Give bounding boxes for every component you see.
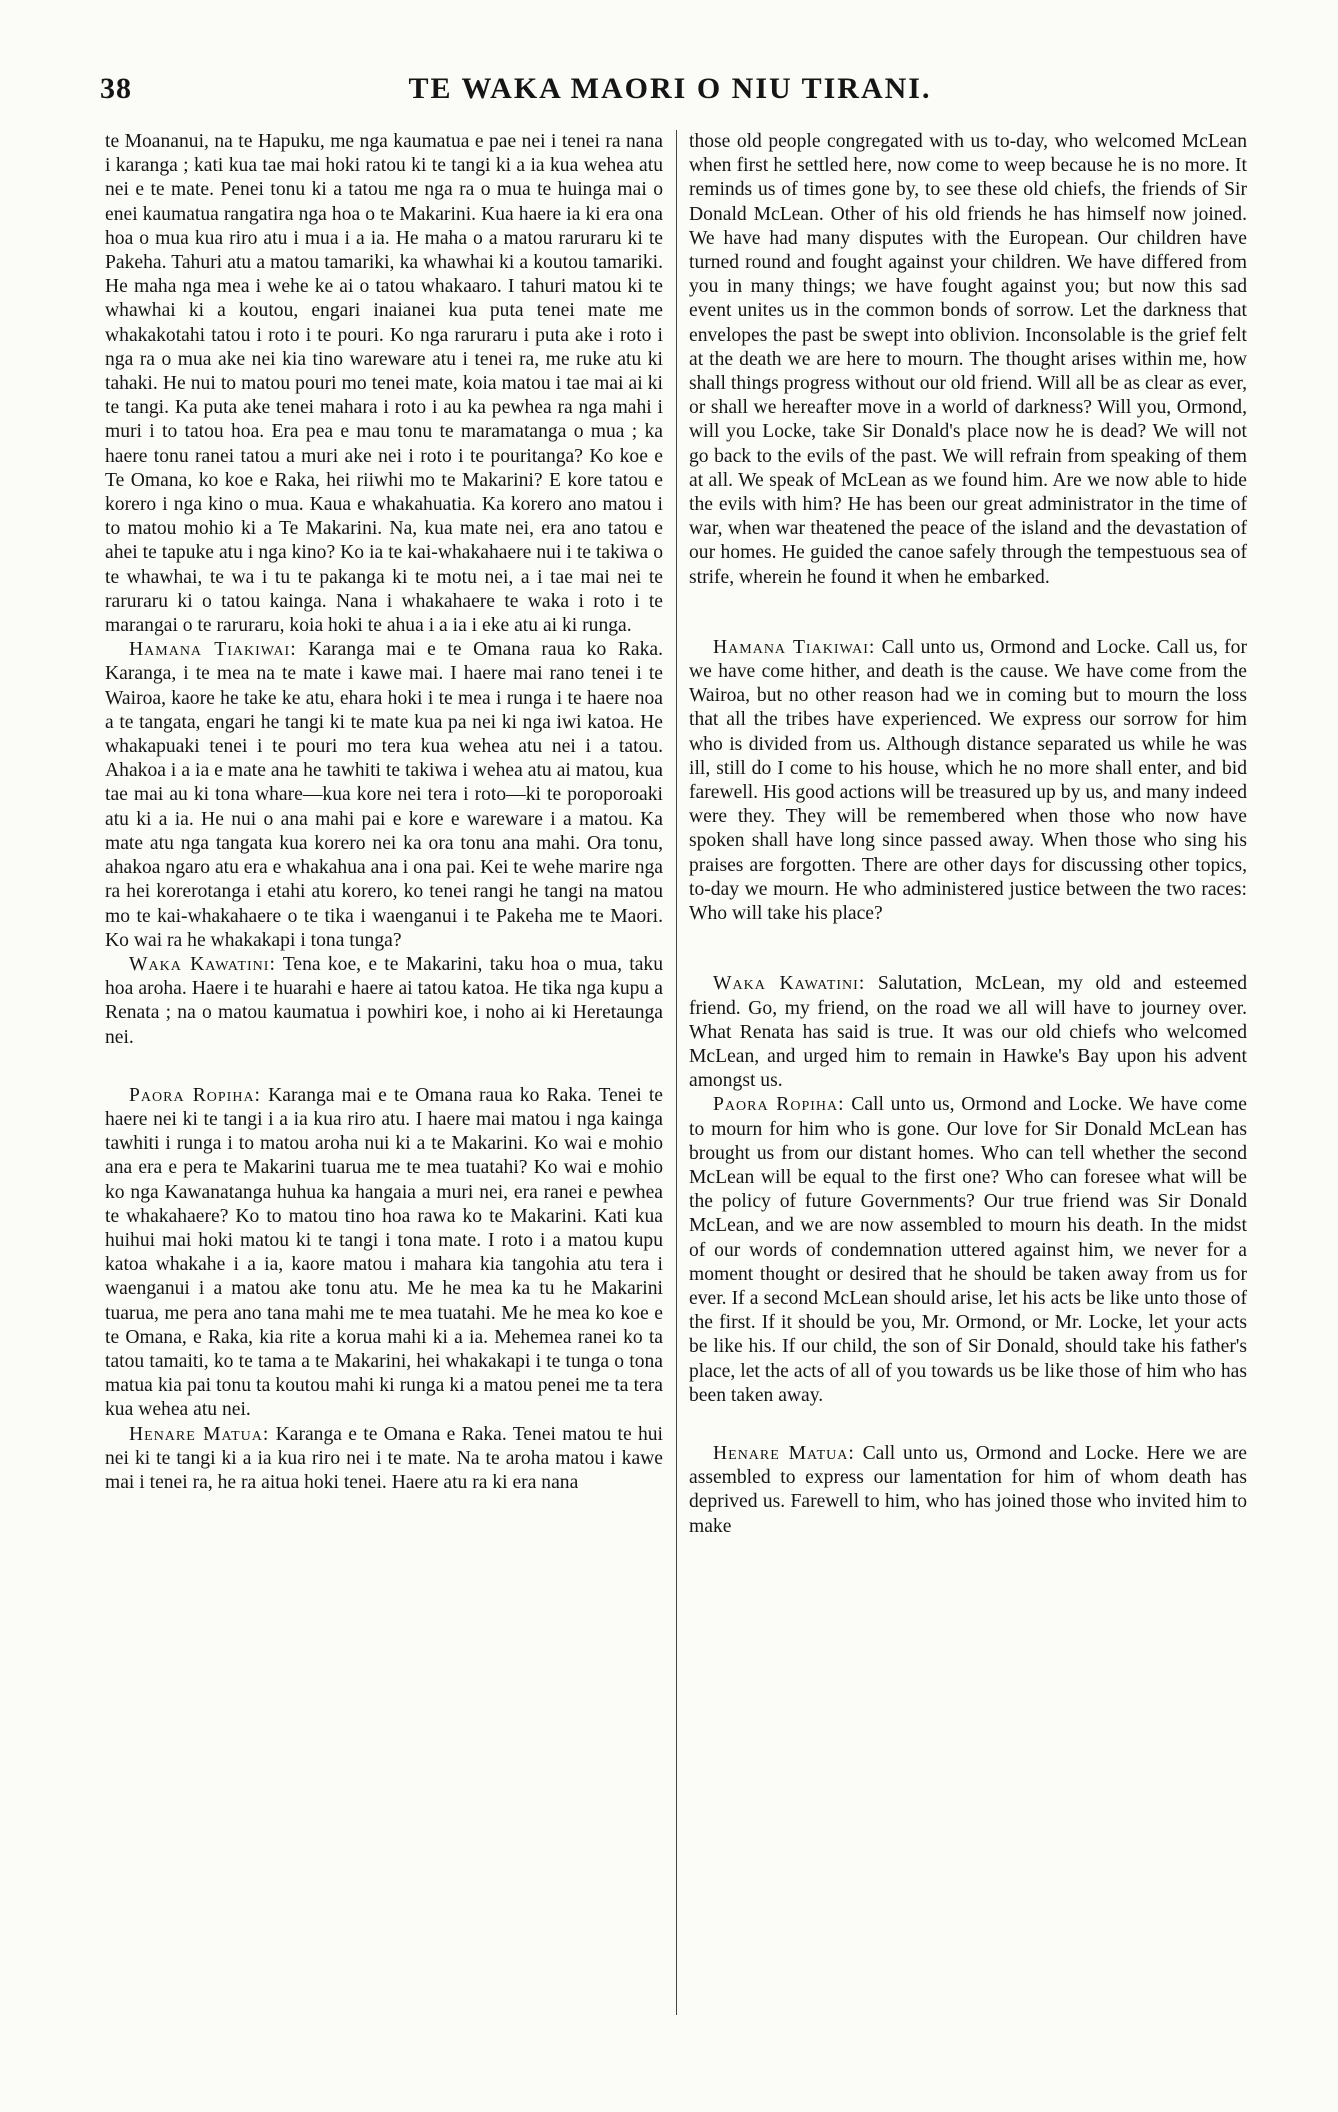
speech-paragraph [105,1423,663,1496]
page-header [100,72,1240,112]
speech-text: Karanga mai e te Omana raua ko Raka. Karanga, i te mea na te mate i kawe mai. I haere mai rano tenei i te Wairoa, kaore he take ke atu, ehara hoki i te mea i runga i te haere noa a te tangata, engari he tangi ki te mate kua pa nei ki nga iwi katoa. He whakapuaki tenei i te pouri mo tera kua wehea atu nei i a tatou. Ahakoa i a ia e mate ana he tawhiti te takiwa i wehea atu ai matou, kua tae mai au ki tona whare—kua kore nei tera i roto—ki te poroporoaki atu ki a ia. He nui o ana mahi pai e kore e wareware i a matou. Ka mate atu nga tangata kua korero nei ka ora tonu ana mahi. Ora tonu, ahakoa ngaro atu era e whakahua ana i ona pai. Kei te wehe marire nga ra hei korerotanga i etahi atu korero, ko tenei rangi he tangi na matou mo te kai-whakahaere o te tika i waenganui i te Pakeha me te Maori. Ko wai ra he whakakapi i tona tunga? [105,639,663,951]
speech-text: Call unto us, Ormond and Locke. We have come to mourn for him who is gone. Our love for Sir Donald McLean has brought us from our distant homes. Who can tell whether the second McLean will be equal to the first one? Who can foresee what will be the policy of future Governments? Our true friend was Sir Donald McLean, and we are now assembled to mourn his death. In the midst of our words of condemnation uttered against him, we never for a moment thought or desired that he should be taken away from us for ever. If a second McLean should arise, let his acts be like unto those of the first. If it should be you, Mr. Ormond, or Mr. Locke, let your acts be like his. If our child, the son of Sir Donald, should take his father's place, let the acts of all of you towards us be like those of him who has been taken away. [689,1094,1247,1406]
speech-text: Tena koe, e te Makarini, taku hoa o mua, taku hoa aroha. Haere i te huarahi e haere ai tatou katoa. He tika nga kupu a Renata ; na o matou kaumatua i powhiri koe, i noho ai ki Heretaunga nei. [105,953,663,1048]
speech-paragraph [689,1093,1247,1408]
page-number: 38 [100,72,132,105]
speech-paragraph [689,636,1247,926]
speech-paragraph: those old people congregated with us to-day, who welcomed McLean when first he settled here, now come to weep because he is no more. It reminds us of times gone by, to see these old chiefs, the friends of Sir Donald McLean. Other of his old friends he has himself now joined. We have had many disputes with the European. Our children have turned round and fought against your children. We have differed from you in many things; we have fought against you; but now this sad event unites us in the common bonds of sorrow. Let the darkness that envelopes the past be swept into oblivion. Inconsolable is the grief felt at the death we are here to mourn. The thought arises within me, how shall things progress without our old friend. Will all be as clear as ever, or shall we hereafter move in a world of darkness? Will you, Ormond, will you Locke, take Sir Donald's place now he is dead? We will not go back to the evils of the past. We will refrain from speaking of them at all. We speak of McLean as we found him. Are we now able to hide the evils with him? He has been our great administrator in the time of war, when war theatened the peace of the island and the devastation of our homes. He guided the canoe safely through the tempestuous sea of strife, wherein he found it when he embarked. [689,131,1247,588]
running-title: TE WAKA MAORI O NIU TIRANI. [408,72,932,105]
speaker-name: Paora Ropiha: [129,1084,261,1106]
column-divider [676,130,677,2015]
speaker-name: Hamana Tiakiwai: [129,639,297,661]
english-text-column [689,130,1247,1539]
speech-paragraph [105,638,663,953]
speaker-name: Henare Matua: [713,1442,855,1464]
speaker-name: Hamana Tiakiwai: [713,636,876,658]
speaker-name: Waka Kawatini: [129,953,276,975]
speech-text: Karanga mai e te Omana raua ko Raka. Tenei te haere nei ki te tangi i a ia kua riro atu. I haere mai matou i nga kainga tawhiti i runga i to matou aroha nui ki a te Makarini. Ko wai e mohio ana era e pera te Makarini tuarua me te mea tuatahi? Ko wai e mohio ko nga Kawanatanga huhua ka hangaia a muri nei, era ranei e pewhea te whakahaere? Ko to matou tino hoa rawa ko te Makarini. Kati kua huihui mai hoki matou ki te tangi i tona mate. I roto i a matou kupu katoa whakahe i a ia, kaore matou i mahara kia tangohia atu tera i waenganui i a matou ake tonu atu. Me he mea ka tu he Makarini tuarua, me pera ano tana mahi me te mea tuatahi. Me he mea ko koe e te Omana, e Raka, kia rite a korua mahi ki a ia. Mehemea ranei ko ta tatou tamaiti, ko te tama a te Makarini, hei whakakapi i te tunga o tona matua kia pai tonu ta koutou mahi ki runga ki a matou penei me ta tera kua wehea atu nei. [105,1084,663,1421]
speech-paragraph: te Moananui, na te Hapuku, me nga kaumatua e pae nei i tenei ra nana i karanga ; kati kua tae mai hoki ratou ki te tangi ki a ia kua wehea atu nei e te mate. Penei tonu ki a tatou me nga ra o mua te huinga mai o enei kaumatua rangatira nga hoa o te Makarini. Kua haere ia ki era ona hoa o mua kua riro atu i mua i a ia. He maha o a matou raruraru ki te Pakeha. Tahuri atu a matou tamariki, ka whawhai ki a koutou tamariki. He maha nga mea i wehe ke ai o tatou whakaaro. I tahuri matou ki te whawhai ki a koutou, engari inaianei kua puta tenei mate me whakakotahi tatou i roto i te pouri. Ko nga raruraru i puta ake i roto i nga ra o mua ake nei kia tino wareware atu i tenei ra, me ruke atu ki tahaki. He nui to matou pouri mo tenei mate, koia matou i tae mai ai ki te tangi. Ka puta ake tenei mahara i roto i au ka pewhea ra nga mahi i muri i to tatou hoa. Era pea e mau tonu te maramatanga o mua ; ka haere tonu ranei tatou a muri ake nei i roto i te pouritanga? Ko koe e Te Omana, ko koe e Raka, hei riiwhi mo te Makarini? E kore tatou e korero i nga kino o mua. Kaua e whakahuatia. Ka korero ano matou i to matou mohio ki a Te Makarini. Na, kua mate nei, era ano tatou e ahei te tapuke atu i nga kino? Ko ia te kai-whakahaere nui i te takiwa o te whawhai, te wa i tu te pakanga ki te motu nei, a i tae mai nei te raruraru ki o tatou kainga. Nana i whakahaere te waka i roto i te marangai o te raruraru, koia hoki te ahua i a ia i eke atu ai ki runga. [105,131,663,637]
speech-text: Salutation, McLean, my old and esteemed friend. Go, my friend, on the road we all will have to journey over. What Renata has said is true. It was our old chiefs who welcomed McLean, and urged him to remain in Hawke's Bay upon his advent amongst us. [689,973,1248,1092]
speech-paragraph [105,1084,663,1423]
speech-paragraph [689,1442,1247,1539]
speech-text: Karanga e te Omana e Raka. Tenei matou te hui nei ki te tangi ki a ia kua riro nei i te mate. Na te aroha matou i kawe mai i tenei ra, he ra aitua hoki tenei. Haere atu ra ki era nana [105,1423,663,1493]
maori-text-column [105,130,663,1495]
speech-paragraph [105,953,663,1050]
speaker-name: Paora Ropiha: [713,1094,845,1116]
speech-text: Call unto us, Ormond and Locke. Call us, for we have come hither, and death is the cause. We have come from the Wairoa, but no other reason had we in coming but to mourn the loss that all the tribes have experienced. We express our sorrow for him who is divided from us. Although distance separated us while he was ill, still do I come to his house, which he no more shall enter, and bid farewell. His good actions will be treasured up by us, and many indeed were they. They will be remembered when those who now have spoken shall have long since passed away. When those who sing his praises are forgotten. There are other days for discussing other topics, to-day we mourn. He who administered justice between the two races: Who will take his place? [689,636,1247,925]
speaker-name: Henare Matua: [129,1423,270,1445]
speech-text: Call unto us, Ormond and Locke. Here we are assembled to express our lamentation for him of whom death has deprived us. Farewell to him, who has joined those who invited him to make [689,1442,1247,1537]
speech-paragraph [689,972,1247,1093]
speaker-name: Waka Kawatini: [713,973,866,995]
